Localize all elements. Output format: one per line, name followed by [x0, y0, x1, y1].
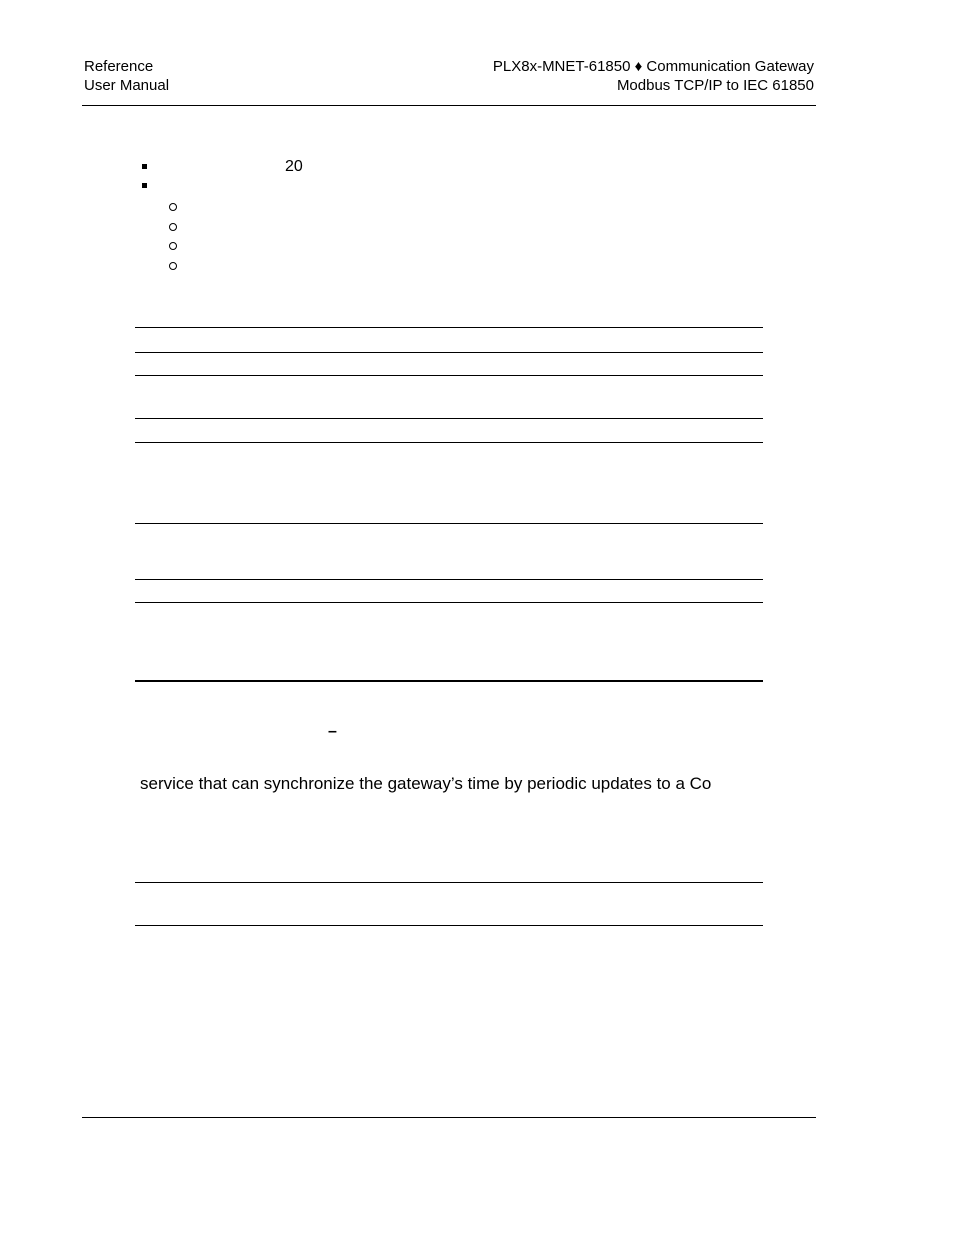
- header-divider: [82, 105, 816, 106]
- table2-bottom-rule: [135, 925, 763, 926]
- table2-top-rule: [135, 882, 763, 883]
- header-doc-type: Reference: [84, 58, 154, 75]
- table-row-rule: [135, 523, 763, 524]
- header-product: PLX8x-MNET-61850 ♦ Communication Gateway: [492, 58, 814, 75]
- table-row-rule: [135, 352, 763, 353]
- table-row-rule: [135, 602, 763, 603]
- section-paragraph: service that can synchronize the gateway’s time by periodic updates to a Co: [140, 774, 712, 793]
- table-row-rule: [135, 442, 763, 443]
- square-bullet-icon: [142, 183, 147, 188]
- header-protocol: Modbus TCP/IP to IEC 61850: [616, 77, 814, 94]
- table-row-rule: [135, 375, 763, 376]
- table-top-rule: [135, 327, 763, 328]
- table-row-rule: [135, 579, 763, 580]
- list-item-value: 20: [285, 158, 303, 175]
- header-doc-subtitle: User Manual: [84, 77, 170, 94]
- table-bottom-rule: [135, 680, 763, 682]
- section-heading-dash: –: [328, 723, 337, 740]
- square-bullet-icon: [142, 164, 147, 169]
- header-right: [493, 57, 814, 95]
- circle-bullet-icon: [169, 242, 177, 250]
- circle-bullet-icon: [169, 203, 177, 211]
- circle-bullet-icon: [169, 262, 177, 270]
- header-left: [84, 57, 169, 95]
- footer-divider: [82, 1117, 816, 1118]
- table-row-rule: [135, 418, 763, 419]
- circle-bullet-icon: [169, 223, 177, 231]
